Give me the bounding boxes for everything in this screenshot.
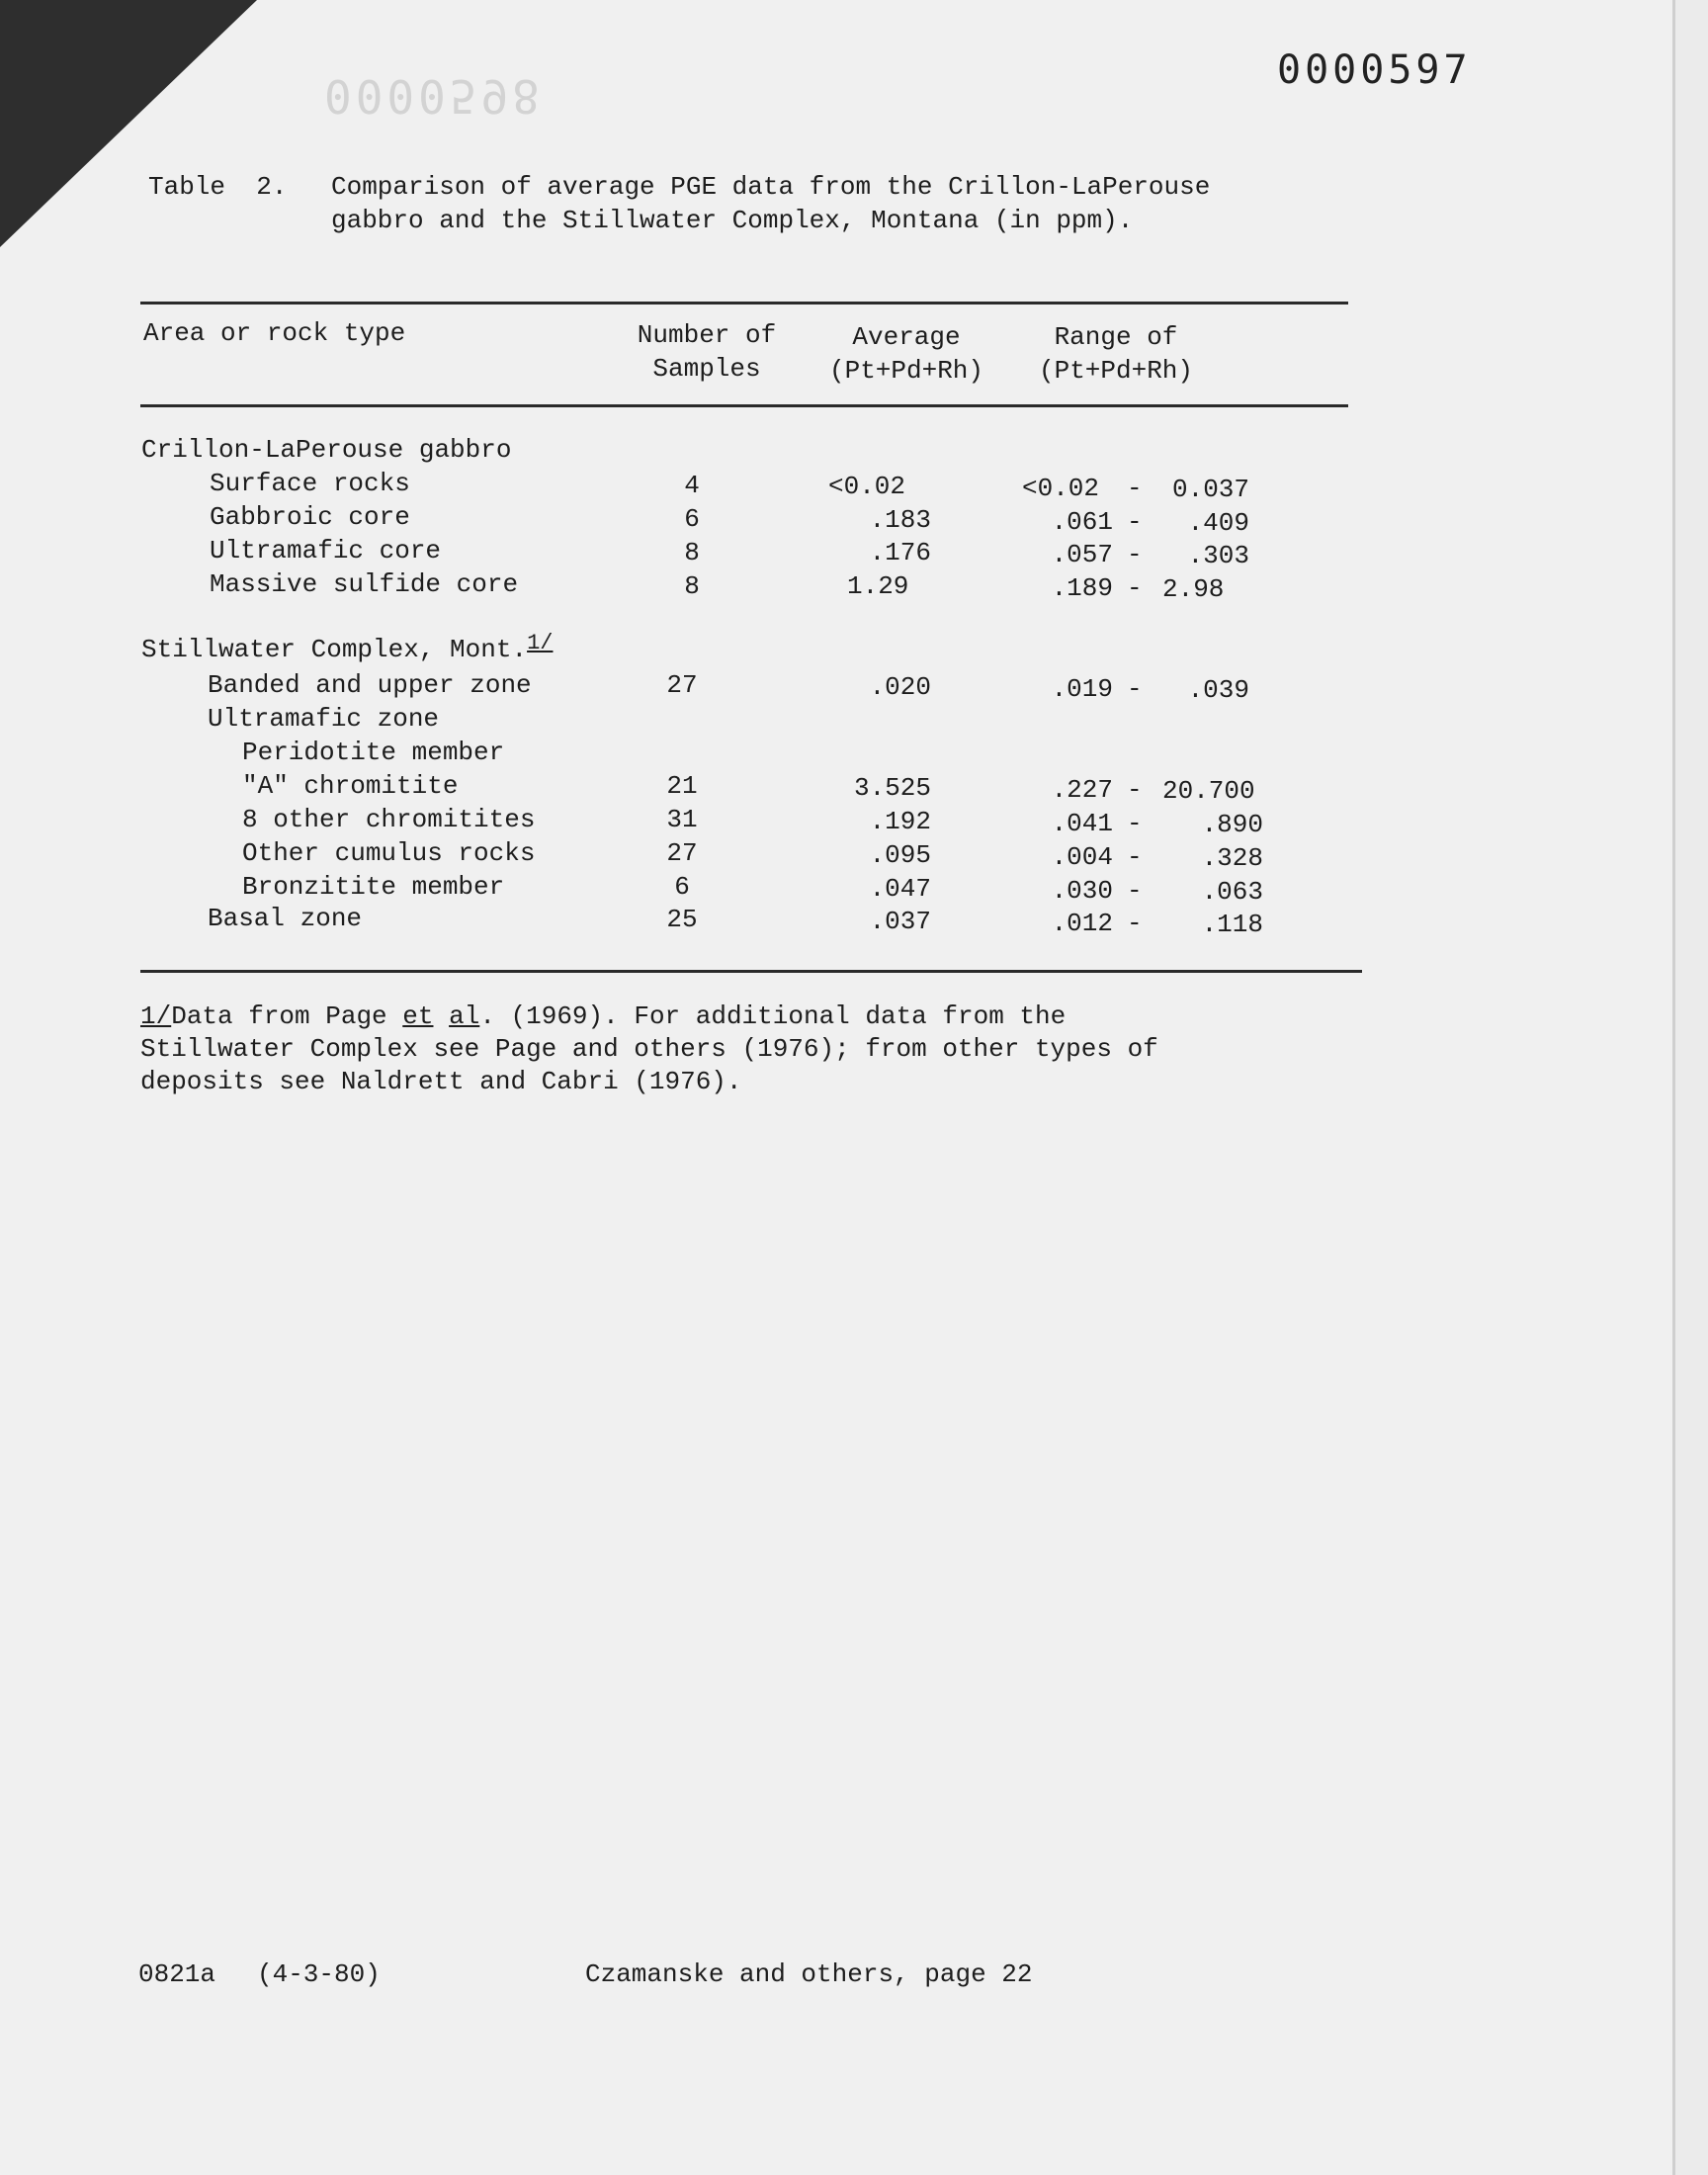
row-range-low: .030 [1051,876,1113,906]
footnote-reference: 1/ [527,631,554,655]
table-header-rule [140,404,1348,407]
table-title-line-2: gabbro and the Stillwater Complex, Montana (in ppm). [331,206,1134,235]
header-range-line-1: Range of [1054,322,1178,352]
footnote-al: al [449,1001,480,1031]
footer-code: 0821a [138,1959,216,1989]
row-name: Massive sulfide core [210,569,519,599]
footnote-text: . (1969). For additional data from the [479,1001,1067,1031]
header-number-line-2: Samples [652,354,761,384]
row-average: .183 [869,505,931,535]
footnote-mark: 1/ [140,1001,172,1031]
footnote-line-1 [140,1000,1158,1033]
footnote-text: Data from Page [171,1001,403,1031]
row-count: 4 [684,471,700,500]
row-range-dash: - [1127,674,1143,704]
row-name: Bronzitite member [242,872,505,902]
row-range-high: .303 [1187,541,1249,570]
row-range-dash: - [1127,474,1143,503]
row-name: 8 other chromitites [242,805,536,834]
row-range-low: .004 [1051,842,1113,872]
row-name: Gabbroic core [210,502,410,532]
row-range-dash: - [1127,909,1143,938]
row-range-high: .328 [1201,843,1263,873]
row-count: 27 [666,670,698,700]
header-average-line-1: Average [852,322,961,352]
row-average: .047 [869,874,931,904]
row-range-dash: - [1127,876,1143,906]
row-range-high: .063 [1201,877,1263,907]
row-count: 27 [666,838,698,868]
footer-date: (4-3-80) [257,1959,381,1989]
row-range-dash: - [1127,540,1143,569]
row-range-high: .890 [1201,810,1263,839]
header-area: Area or rock type [143,318,406,348]
row-range-high: 0.037 [1171,475,1249,504]
row-range-dash: - [1127,507,1143,537]
footer-citation: Czamanske and others, page 22 [585,1959,1033,1989]
row-count: 31 [666,805,698,834]
footnote-et: et [402,1001,434,1031]
group-name-stillwater [141,633,553,668]
footnote-line-3: deposits see Naldrett and Cabri (1976). [140,1067,742,1096]
row-average: .095 [869,840,931,870]
table-footnote [140,1000,1158,1098]
row-range-dash: - [1127,809,1143,838]
row-name: Ultramafic core [210,536,442,566]
footnote-line-2: Stillwater Complex see Page and others (1976); from other types of [140,1034,1158,1064]
row-count: 25 [666,905,698,934]
row-name: Banded and upper zone [208,670,532,700]
row-range-low: <0.02 [1021,474,1099,503]
subgroup-name: Peridotite member [242,738,505,767]
row-range-high: .409 [1187,508,1249,538]
row-average: 3.525 [853,773,931,803]
row-count: 8 [684,571,700,601]
footnote-space [433,1001,449,1031]
row-range-low: .227 [1051,775,1113,805]
row-range-dash: - [1127,573,1143,603]
table-title-line-1: Comparison of average PGE data from the Crillon-LaPerouse [331,172,1211,202]
row-range-high: 20.700 [1162,776,1255,806]
row-count: 6 [674,872,690,902]
row-range-low: .012 [1051,909,1113,938]
table-top-rule [140,302,1348,304]
row-range-dash: - [1127,775,1143,805]
row-range-high: .118 [1201,910,1263,939]
row-average: .037 [869,907,931,936]
document-number-stamp: 0000597 [1277,47,1472,93]
row-count: 8 [684,538,700,567]
row-range-high: .039 [1187,675,1249,705]
row-average: 1.29 [847,571,909,601]
row-range-dash: - [1127,842,1143,872]
row-average: <0.02 [828,472,906,501]
row-range-low: .041 [1051,809,1113,838]
row-name: Other cumulus rocks [242,838,536,868]
row-count: 21 [666,771,698,801]
row-range-low: .189 [1051,573,1113,603]
header-average-line-2: (Pt+Pd+Rh) [828,356,984,386]
header-number-line-1: Number of [637,320,777,350]
row-range-low: .057 [1051,540,1113,569]
row-name: Surface rocks [210,469,410,498]
group-name-text: Stillwater Complex, Mont. [141,635,528,664]
ghost-document-number: 0000598 [324,69,544,123]
row-average: .192 [869,807,931,836]
row-range-low: .061 [1051,507,1113,537]
row-count: 6 [684,504,700,534]
row-average: .176 [869,538,931,567]
row-average: .020 [869,672,931,702]
subgroup-name: Ultramafic zone [208,704,440,734]
row-range-low: .019 [1051,674,1113,704]
scan-corner-shadow [0,0,257,247]
table-label: Table 2. [148,172,288,202]
table-bottom-rule [140,970,1362,973]
row-name: Basal zone [208,904,363,933]
group-name-crillon: Crillon-LaPerouse gabbro [141,435,512,465]
row-range-high: 2.98 [1162,574,1225,604]
row-name: "A" chromitite [242,771,459,801]
header-range-line-2: (Pt+Pd+Rh) [1038,356,1194,386]
